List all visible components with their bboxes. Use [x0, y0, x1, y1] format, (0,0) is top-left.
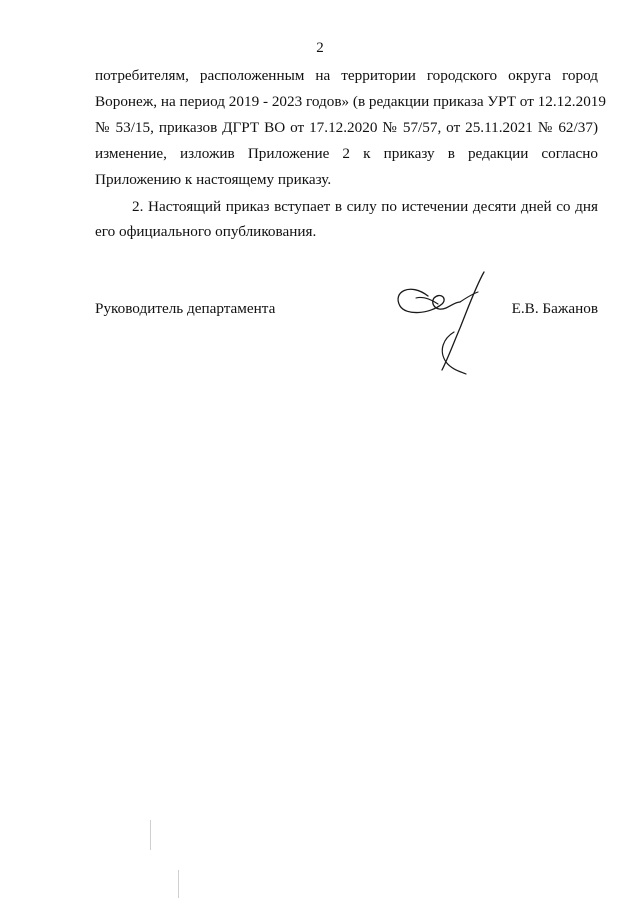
page-number: 2: [316, 40, 324, 56]
body-line-3: № 53/15, приказов ДГРТ ВО от 17.12.2020 № 57/57, от 25.11.2021 № 62/37): [95, 119, 598, 136]
paragraph-2-line-2: его официального опубликования.: [95, 223, 317, 240]
scan-artifact: [150, 820, 151, 850]
paragraph-2-line-1: 2. Настоящий приказ вступает в силу по истечении десяти дней со дня: [132, 198, 598, 215]
scan-artifact: [178, 870, 179, 898]
body-line-5: Приложению к настоящему приказу.: [95, 171, 332, 188]
body-line-4: изменение, изложив Приложение 2 к приказу в редакции согласно: [95, 145, 598, 162]
signer-name: Е.В. Бажанов: [511, 300, 598, 317]
body-line-2: Воронеж, на период 2019 - 2023 годов» (в редакции приказа УРТ от 12.12.2019: [95, 93, 606, 110]
handwritten-signature: [390, 268, 500, 378]
signer-position: Руководитель департамента: [95, 300, 276, 317]
body-line-1: потребителям, расположенным на территории городского округа город: [95, 67, 598, 84]
